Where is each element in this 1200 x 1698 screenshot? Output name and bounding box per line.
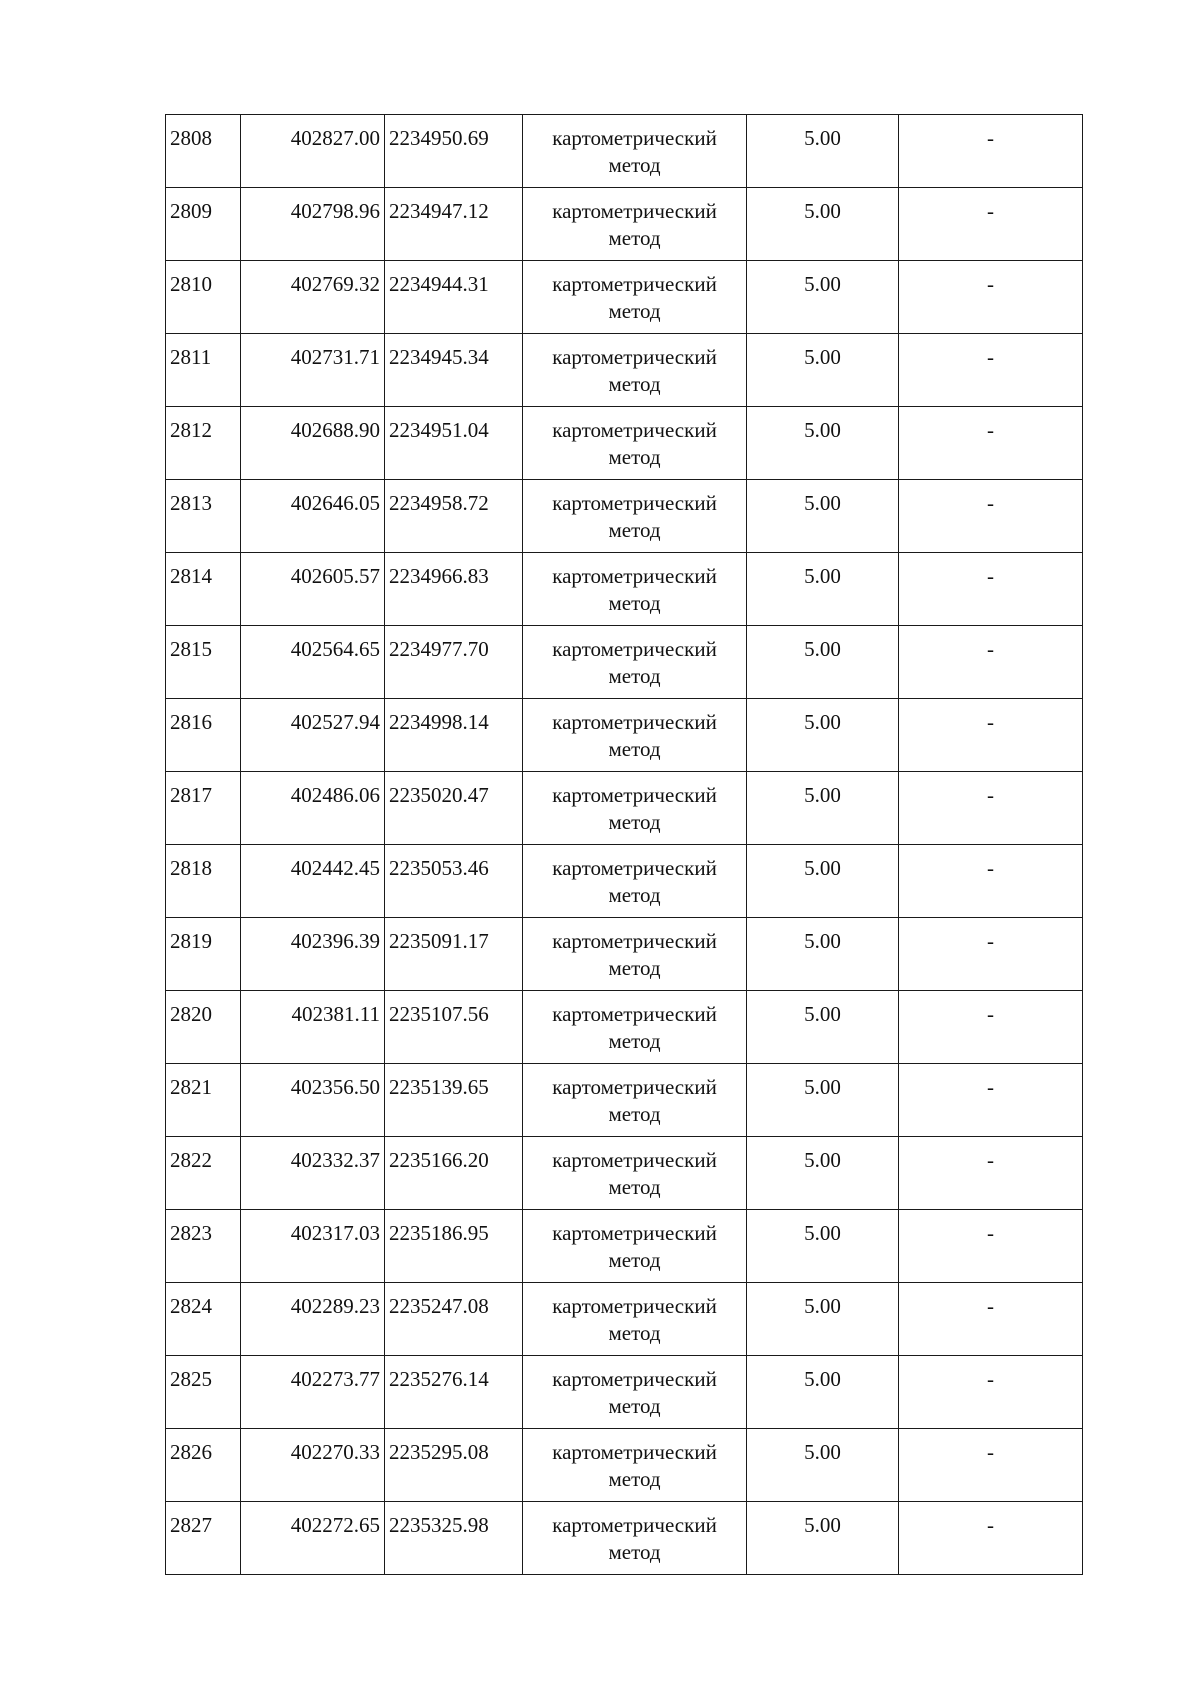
point-number-cell: 2817: [166, 772, 241, 845]
method-cell: картометрический метод: [523, 845, 747, 918]
method-cell: картометрический метод: [523, 1210, 747, 1283]
point-number-cell: 2818: [166, 845, 241, 918]
accuracy-cell: 5.00: [747, 553, 899, 626]
point-number-cell: 2809: [166, 188, 241, 261]
description-cell: -: [899, 918, 1083, 991]
method-cell: картометрический метод: [523, 334, 747, 407]
point-number-cell: 2810: [166, 261, 241, 334]
point-number-cell: 2816: [166, 699, 241, 772]
method-cell: картометрический метод: [523, 1502, 747, 1575]
x-coordinate-cell: 402273.77: [241, 1356, 385, 1429]
y-coordinate-cell: 2235276.14: [385, 1356, 523, 1429]
method-cell: картометрический метод: [523, 1064, 747, 1137]
accuracy-cell: 5.00: [747, 407, 899, 480]
accuracy-cell: 5.00: [747, 626, 899, 699]
y-coordinate-cell: 2235091.17: [385, 918, 523, 991]
description-cell: -: [899, 553, 1083, 626]
table-row: [166, 772, 1083, 845]
x-coordinate-cell: 402289.23: [241, 1283, 385, 1356]
y-coordinate-cell: 2234977.70: [385, 626, 523, 699]
table-row: [166, 1429, 1083, 1502]
table-row: [166, 699, 1083, 772]
table-row: [166, 261, 1083, 334]
table-row: [166, 991, 1083, 1064]
description-cell: -: [899, 115, 1083, 188]
y-coordinate-cell: 2234950.69: [385, 115, 523, 188]
x-coordinate-cell: 402731.71: [241, 334, 385, 407]
description-cell: -: [899, 334, 1083, 407]
description-cell: -: [899, 1210, 1083, 1283]
x-coordinate-cell: 402442.45: [241, 845, 385, 918]
accuracy-cell: 5.00: [747, 261, 899, 334]
table-row: [166, 1502, 1083, 1575]
point-number-cell: 2827: [166, 1502, 241, 1575]
description-cell: -: [899, 261, 1083, 334]
point-number-cell: 2813: [166, 480, 241, 553]
point-number-cell: 2815: [166, 626, 241, 699]
table-row: [166, 334, 1083, 407]
table-row: [166, 115, 1083, 188]
point-number-cell: 2812: [166, 407, 241, 480]
method-cell: картометрический метод: [523, 188, 747, 261]
x-coordinate-cell: 402272.65: [241, 1502, 385, 1575]
accuracy-cell: 5.00: [747, 188, 899, 261]
method-cell: картометрический метод: [523, 772, 747, 845]
accuracy-cell: 5.00: [747, 772, 899, 845]
point-number-cell: 2822: [166, 1137, 241, 1210]
x-coordinate-cell: 402381.11: [241, 991, 385, 1064]
point-number-cell: 2821: [166, 1064, 241, 1137]
description-cell: -: [899, 1502, 1083, 1575]
y-coordinate-cell: 2234958.72: [385, 480, 523, 553]
description-cell: -: [899, 991, 1083, 1064]
x-coordinate-cell: 402769.32: [241, 261, 385, 334]
accuracy-cell: 5.00: [747, 845, 899, 918]
y-coordinate-cell: 2234945.34: [385, 334, 523, 407]
description-cell: -: [899, 1137, 1083, 1210]
accuracy-cell: 5.00: [747, 115, 899, 188]
table-row: [166, 1283, 1083, 1356]
x-coordinate-cell: 402356.50: [241, 1064, 385, 1137]
point-number-cell: 2825: [166, 1356, 241, 1429]
table-row: [166, 1210, 1083, 1283]
y-coordinate-cell: 2234947.12: [385, 188, 523, 261]
y-coordinate-cell: 2235053.46: [385, 845, 523, 918]
description-cell: -: [899, 699, 1083, 772]
x-coordinate-cell: 402564.65: [241, 626, 385, 699]
method-cell: картометрический метод: [523, 553, 747, 626]
x-coordinate-cell: 402527.94: [241, 699, 385, 772]
description-cell: -: [899, 1356, 1083, 1429]
y-coordinate-cell: 2235166.20: [385, 1137, 523, 1210]
method-cell: картометрический метод: [523, 1356, 747, 1429]
coordinates-table: [165, 114, 1083, 1575]
description-cell: -: [899, 1429, 1083, 1502]
y-coordinate-cell: 2235186.95: [385, 1210, 523, 1283]
description-cell: -: [899, 480, 1083, 553]
x-coordinate-cell: 402270.33: [241, 1429, 385, 1502]
accuracy-cell: 5.00: [747, 1502, 899, 1575]
table-row: [166, 407, 1083, 480]
description-cell: -: [899, 188, 1083, 261]
description-cell: -: [899, 1064, 1083, 1137]
y-coordinate-cell: 2235020.47: [385, 772, 523, 845]
x-coordinate-cell: 402317.03: [241, 1210, 385, 1283]
y-coordinate-cell: 2234944.31: [385, 261, 523, 334]
point-number-cell: 2814: [166, 553, 241, 626]
y-coordinate-cell: 2234998.14: [385, 699, 523, 772]
x-coordinate-cell: 402486.06: [241, 772, 385, 845]
point-number-cell: 2819: [166, 918, 241, 991]
accuracy-cell: 5.00: [747, 918, 899, 991]
accuracy-cell: 5.00: [747, 1283, 899, 1356]
accuracy-cell: 5.00: [747, 991, 899, 1064]
y-coordinate-cell: 2235295.08: [385, 1429, 523, 1502]
method-cell: картометрический метод: [523, 1137, 747, 1210]
x-coordinate-cell: 402605.57: [241, 553, 385, 626]
x-coordinate-cell: 402827.00: [241, 115, 385, 188]
table-row: [166, 1137, 1083, 1210]
accuracy-cell: 5.00: [747, 480, 899, 553]
method-cell: картометрический метод: [523, 918, 747, 991]
x-coordinate-cell: 402646.05: [241, 480, 385, 553]
description-cell: -: [899, 407, 1083, 480]
method-cell: картометрический метод: [523, 115, 747, 188]
y-coordinate-cell: 2235325.98: [385, 1502, 523, 1575]
table-row: [166, 480, 1083, 553]
accuracy-cell: 5.00: [747, 1064, 899, 1137]
table-row: [166, 1356, 1083, 1429]
table-row: [166, 1064, 1083, 1137]
accuracy-cell: 5.00: [747, 699, 899, 772]
point-number-cell: 2808: [166, 115, 241, 188]
x-coordinate-cell: 402798.96: [241, 188, 385, 261]
accuracy-cell: 5.00: [747, 334, 899, 407]
point-number-cell: 2811: [166, 334, 241, 407]
method-cell: картометрический метод: [523, 1429, 747, 1502]
point-number-cell: 2823: [166, 1210, 241, 1283]
method-cell: картометрический метод: [523, 991, 747, 1064]
x-coordinate-cell: 402332.37: [241, 1137, 385, 1210]
description-cell: -: [899, 626, 1083, 699]
method-cell: картометрический метод: [523, 407, 747, 480]
y-coordinate-cell: 2234951.04: [385, 407, 523, 480]
point-number-cell: 2826: [166, 1429, 241, 1502]
accuracy-cell: 5.00: [747, 1137, 899, 1210]
description-cell: -: [899, 1283, 1083, 1356]
y-coordinate-cell: 2235107.56: [385, 991, 523, 1064]
point-number-cell: 2820: [166, 991, 241, 1064]
y-coordinate-cell: 2234966.83: [385, 553, 523, 626]
y-coordinate-cell: 2235247.08: [385, 1283, 523, 1356]
x-coordinate-cell: 402396.39: [241, 918, 385, 991]
table-row: [166, 845, 1083, 918]
accuracy-cell: 5.00: [747, 1429, 899, 1502]
accuracy-cell: 5.00: [747, 1356, 899, 1429]
accuracy-cell: 5.00: [747, 1210, 899, 1283]
description-cell: -: [899, 772, 1083, 845]
description-cell: -: [899, 845, 1083, 918]
method-cell: картометрический метод: [523, 480, 747, 553]
method-cell: картометрический метод: [523, 261, 747, 334]
coordinates-table-body: [166, 115, 1083, 1575]
method-cell: картометрический метод: [523, 626, 747, 699]
y-coordinate-cell: 2235139.65: [385, 1064, 523, 1137]
table-row: [166, 553, 1083, 626]
method-cell: картометрический метод: [523, 699, 747, 772]
x-coordinate-cell: 402688.90: [241, 407, 385, 480]
table-row: [166, 918, 1083, 991]
table-row: [166, 626, 1083, 699]
table-row: [166, 188, 1083, 261]
point-number-cell: 2824: [166, 1283, 241, 1356]
method-cell: картометрический метод: [523, 1283, 747, 1356]
